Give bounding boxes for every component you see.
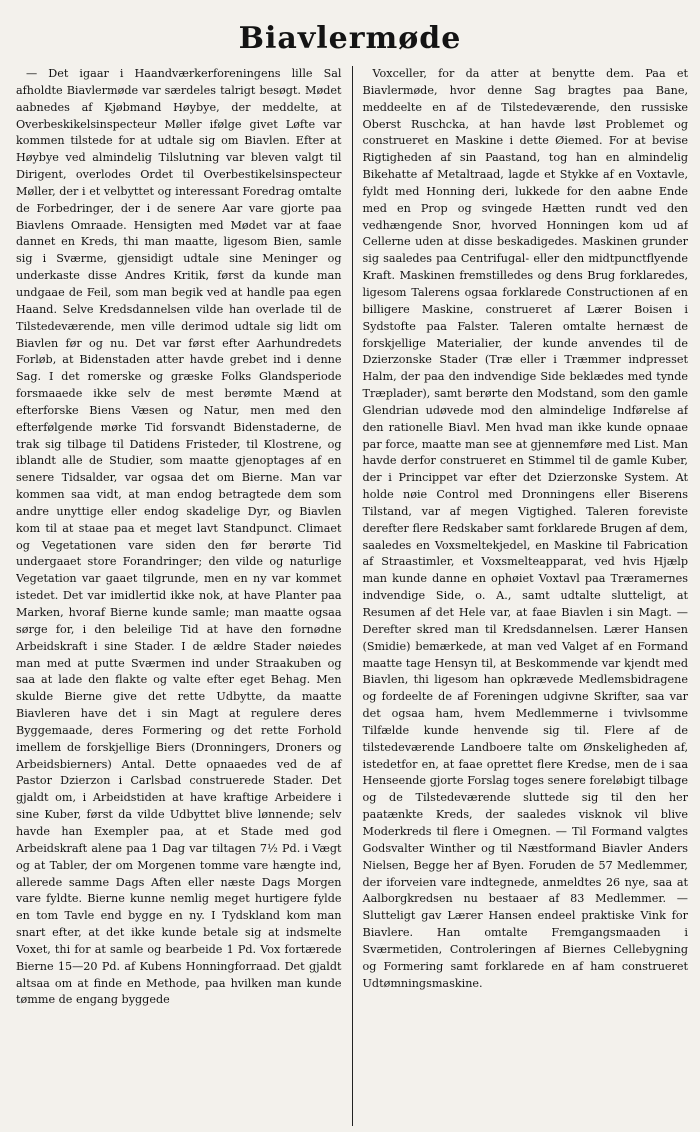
article-columns [16,66,688,1126]
right-column-text: Voxceller, for da atter at benytte dem. Paa et Biavlermøde, hvor denne Sag bragtes paa Bane, meddeelte en af de Tilstedeværende, den russiske Oberst Ruschcka, at han havde løst Problemet og construeret en Maskine i dette Øiemed. For at bevise Rigtigheden af sin Paastand, tog han en almindelig Bikehatte af Metaltraad, lagde et Stykke af en Voxtavle, fyldt med Honning deri, lukkede for den aabne Ende med en Prop og svingede Hætten rundt ved den vedhængende Snor, hvorved Honningen kom ud af Cellerne uden at disse beskadigedes. Maskinen grunder sig saaledes paa Centrifugal- eller den midtpunctflyende Kraft. Maskinen fremstilledes og dens Brug forklaredes, ligesom Talerens ogsaa forklarede Constructionen af en billigere Maskine, construeret af Lærer Boisen i Sydstofte paa Falster. Taleren omtalte hernæst de forskjellige Materialier, der kunde anvendes til de Dzierzonske Stader (Træ eller i Træmmer indpresset Halm, der paa den indvendige Side beklædes med tynde Træplader), samt berørte den Modstand, som den gamle Glendrian udøvede mod den almindelige Indførelse af den rationelle Biavl. Men hvad man ikke kunde opnaae par force, maatte man see at gjennemføre med List. Man havde derfor construeret en Stimmel til de gamle Kuber, der i Princippet var efter det Dzierzonske System. At holde nøie Control med Dronningens eller Biserens Tilstand, var af megen Vigtighed. Taleren foreviste derefter flere Redskaber samt forklarede Brugen af dem, saaledes en Voxsmeltekjedel, en Maskine til Fabrication af Straastimler, et Voxsmelteapparat, ved hvis Hjælp man kunde danne en ophøiet Voxtavl paa Træramernes indvendige Side, o. A., samt udtalte slutteligt, at Resumen af det Hele var, at faae Biavlen i sin Magt. — Derefter skred man til Kredsdannelsen. Lærer Hansen (Smidie) bemærkede, at man ved Valget af en Formand maatte tage Hensyn til, at Beskommende var kjendt med Biavlen, thi ligesom han opkrævede Medlemsbidragene og fordeelte de af Foreningen udgivne Skrifter, saa var det ogsaa ham, hvem Medlemmerne i tvivlsomme Tilfælde kunde henvende sig til. Flere af de tilstedeværende Landboere talte om Ønskeligheden af, istedetfor en, at faae oprettet flere Kredse, men de i saa Henseende gjorte Forslag toges senere foreløbigt tilbage og de Tilstedeværende sluttede sig til den her paatænkte Kreds, der saaledes visknok vil blive Moderkreds til flere i Omegnen. — Til Formand valgtes Godsvalter Winther og til Næstformand Biavler Anders Nielsen, Begge her af Byen. Foruden de 57 Medlemmer, der iforveien vare indtegnede, anmeldtes 26 nye, saa at Aalborgkredsen nu bestaaer af 83 Medlemmer. — Slutteligt gav Lærer Hansen endeel praktiske Vink for Biavlere. Han omtalte Fremgangsmaaden i Sværmetiden, Controleringen af Biernes Cellebygning og Formering samt forklarede en af ham construeret Udtømningsmaskine. [362,67,688,990]
left-column [16,66,350,1126]
right-column [355,66,689,1126]
article-title: Biavlermøde [238,21,462,56]
column-divider [352,66,353,1126]
left-column-text: — Det igaar i Haandværkerforeningens lille Sal afholdte Biavlermøde var særdeles talrigt besøgt. Mødet aabnedes af Kjøbmand Høybye, der meddelte, at Overbeskikelsinspecteur Møller ifølge givet Løfte var kommen tilstede for at udtale sig om Biavlen. Efter at Høybye ved almindelig Tilslutning var bleven valgt til Dirigent, overlodes Ordet til Overbestikelsinspecteur Møller, der i et velbyttet og interessant Foredrag omtalte de Forbedringer, der i de senere Aar vare gjorte paa Biavlens Omraade. Hensigten med Mødet var at faae dannet en Kreds, thi man maatte, ligesom Bien, samle sig i Sværme, gjensidigt udtale sine Meninger og underkaste disse Andres Kritik, først da kunde man undgaae de Feil, som man begik ved at handle paa egen Haand. Selve Kredsdannelsen vilde han overlade til de Tilstedeværende, men ville derimod udtale sig lidt om Biavlen før og nu. Det var først efter Aarhundredets Forløb, at Bidenstaden atter havde grebet ind i denne Sag. I det romerske og græske Folks Glandsperiode forsmaaede ikke selv de mest berømte Mænd at efterforske Biens Væsen og Natur, men med den efterfølgende mørke Tid forsvandt Bidenstaderne, de trak sig tilbage til Datidens Fristeder, til Klostrene, og iblandt alle de Studier, som maatte gjenoptages af en senere Tidsalder, var ogsaa det om Bierne. Man var kommen saa vidt, at man endog betragtede dem som andre unyttige eller endog skadelige Dyr, og Biavlen kom til at staae paa et meget lavt Standpunct. Climaet og Vegetationen vare siden den før berørte Tid undergaaet store Forandringer; den vilde og naturlige Vegetation var gaaet tilgrunde, men en ny var kommet istedet. Det var imidlertid ikke nok, at have Planter paa Marken, hvoraf Bierne kunde samle; man maatte ogsaa sørge for, i den beleilige Tid at have den fornødne Arbeidskraft i sine Stader. I de ældre Stader nøiedes man med at putte Sværmen ind under Straakuben og saa at lade den flakte og valte efter eget Behag. Men skulde Bierne give det rette Udbytte, da maatte Biavleren have det i sin Magt at regulere deres Byggemaade, deres Formering og det rette Forhold imellem de forskjellige Biers (Dronningers, Droners og Arbeidsbierners) Antal. Dette opnaaedes ved de af Pastor Dzierzon i Carlsbad construerede Stader. Det gjaldt om, i Arbeidstiden at have kraftige Arbeidere i sine Kuber, først da vilde Udbyttet blive lønnende; selv havde han Exempler paa, at et Stade med god Arbeidskraft alene paa 1 Dag var tiltagen 7½ Pd. i Vægt og at Tabler, der om Morgenen tomme vare hængte ind, allerede samme Dags Aften eller næste Dags Morgen vare fyldte. Bierne kunne nemlig meget hurtigere fylde en tom Tavle end bygge en ny. I Tydskland kom man snart efter, at det ikke kunde betale sig at indsmelte Voxet, thi for at samle og bearbeide 1 Pd. Vox fortærede Bierne 15—20 Pd. af Kubens Honningforraad. Det gjaldt altsaa om at finde en Methode, paa hvilken man kunde tømme de engang byggede [16,67,342,1007]
